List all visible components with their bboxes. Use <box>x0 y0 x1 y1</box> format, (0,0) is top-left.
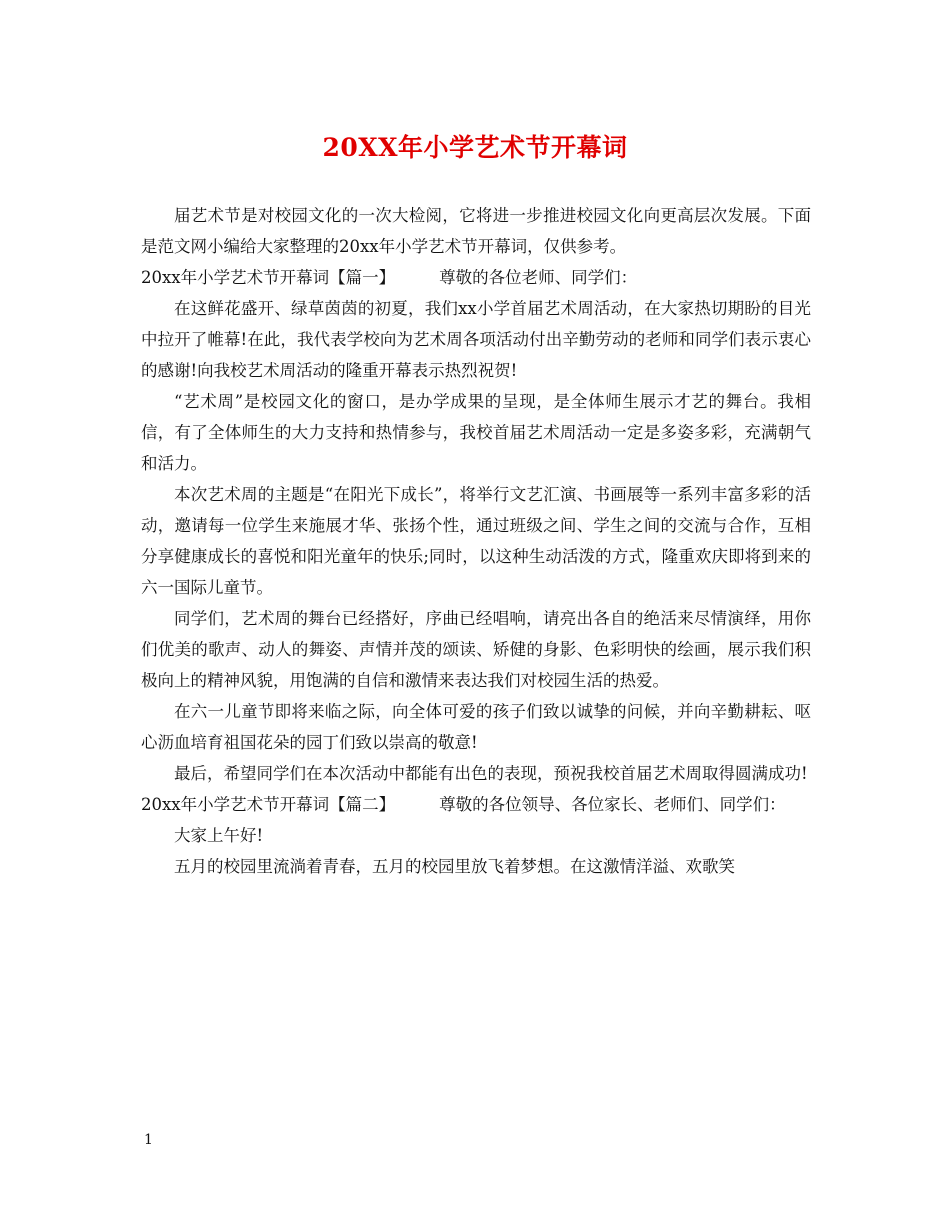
section-1-paragraph: 在这鲜花盛开、绿草茵茵的初夏，我们xx小学首届艺术周活动，在大家热切期盼的目光中拉开了帷幕!在此，我代表学校向为艺术周各项活动付出辛勤劳动的老师和同学们表示衷心的感谢!向我校艺术周活动的隆重开幕表示热烈祝贺! <box>141 299 811 380</box>
section-2-greeting: 尊敬的各位领导、各位家长、老师们、同学们： <box>439 795 786 814</box>
intro-paragraph: 届艺术节是对校园文化的一次大检阅，它将进一步推进校园文化向更高层次发展。下面是范文网小编给大家整理的20xx年小学艺术节开幕词，仅供参考。 <box>141 206 811 256</box>
section-1-paragraph: 本次艺术周的主题是“在阳光下成长”，将举行文艺汇演、书画展等一系列丰富多彩的活动，邀请每一位学生来施展才华、张扬个性，通过班级之间、学生之间的交流与合作，互相分享健康成长的喜悦和阳光童年的快乐;同时，以这种生动活泼的方式，隆重欢庆即将到来的六一国际儿童节。 <box>141 485 811 597</box>
section-2-heading: 20xx年小学艺术节开幕词【篇二】 <box>141 795 396 814</box>
section-1-greeting: 尊敬的各位老师、同学们： <box>439 268 638 287</box>
section-1-heading: 20xx年小学艺术节开幕词【篇一】 <box>141 268 396 287</box>
section-1-paragraph: 在六一儿童节即将来临之际，向全体可爱的孩子们致以诚挚的问候，并向辛勤耕耘、呕心沥血培育祖国花朵的园丁们致以崇高的敬意! <box>141 702 811 752</box>
section-2-paragraph: 大家上午好! <box>174 826 264 845</box>
section-1-paragraph: 最后，希望同学们在本次活动中都能有出色的表现，预祝我校首届艺术周取得圆满成功! <box>174 764 808 783</box>
section-1-paragraph: 同学们，艺术周的舞台已经搭好，序曲已经唱响，请亮出各自的绝活来尽情演绎，用你们优美的歌声、动人的舞姿、声情并茂的颂读、矫健的身影、色彩明快的绘画，展示我们积极向上的精神风貌，用饱满的自信和激情来表达我们对校园生活的热爱。 <box>141 609 811 690</box>
page-number: 1 <box>144 1132 153 1148</box>
section-2-paragraph: 五月的校园里流淌着青春，五月的校园里放飞着梦想。在这激情洋溢、欢歌笑 <box>174 857 735 876</box>
document-body <box>141 200 811 882</box>
document-title: 20XX年小学艺术节开幕词 <box>322 133 628 162</box>
section-1-paragraph: “艺术周”是校园文化的窗口，是办学成果的呈现，是全体师生展示才艺的舞台。我相信，有了全体师生的大力支持和热情参与，我校首届艺术周活动一定是多姿多彩，充满朝气和活力。 <box>141 392 811 473</box>
section-2-heading-line <box>141 789 811 820</box>
section-1-heading-line <box>141 262 811 293</box>
